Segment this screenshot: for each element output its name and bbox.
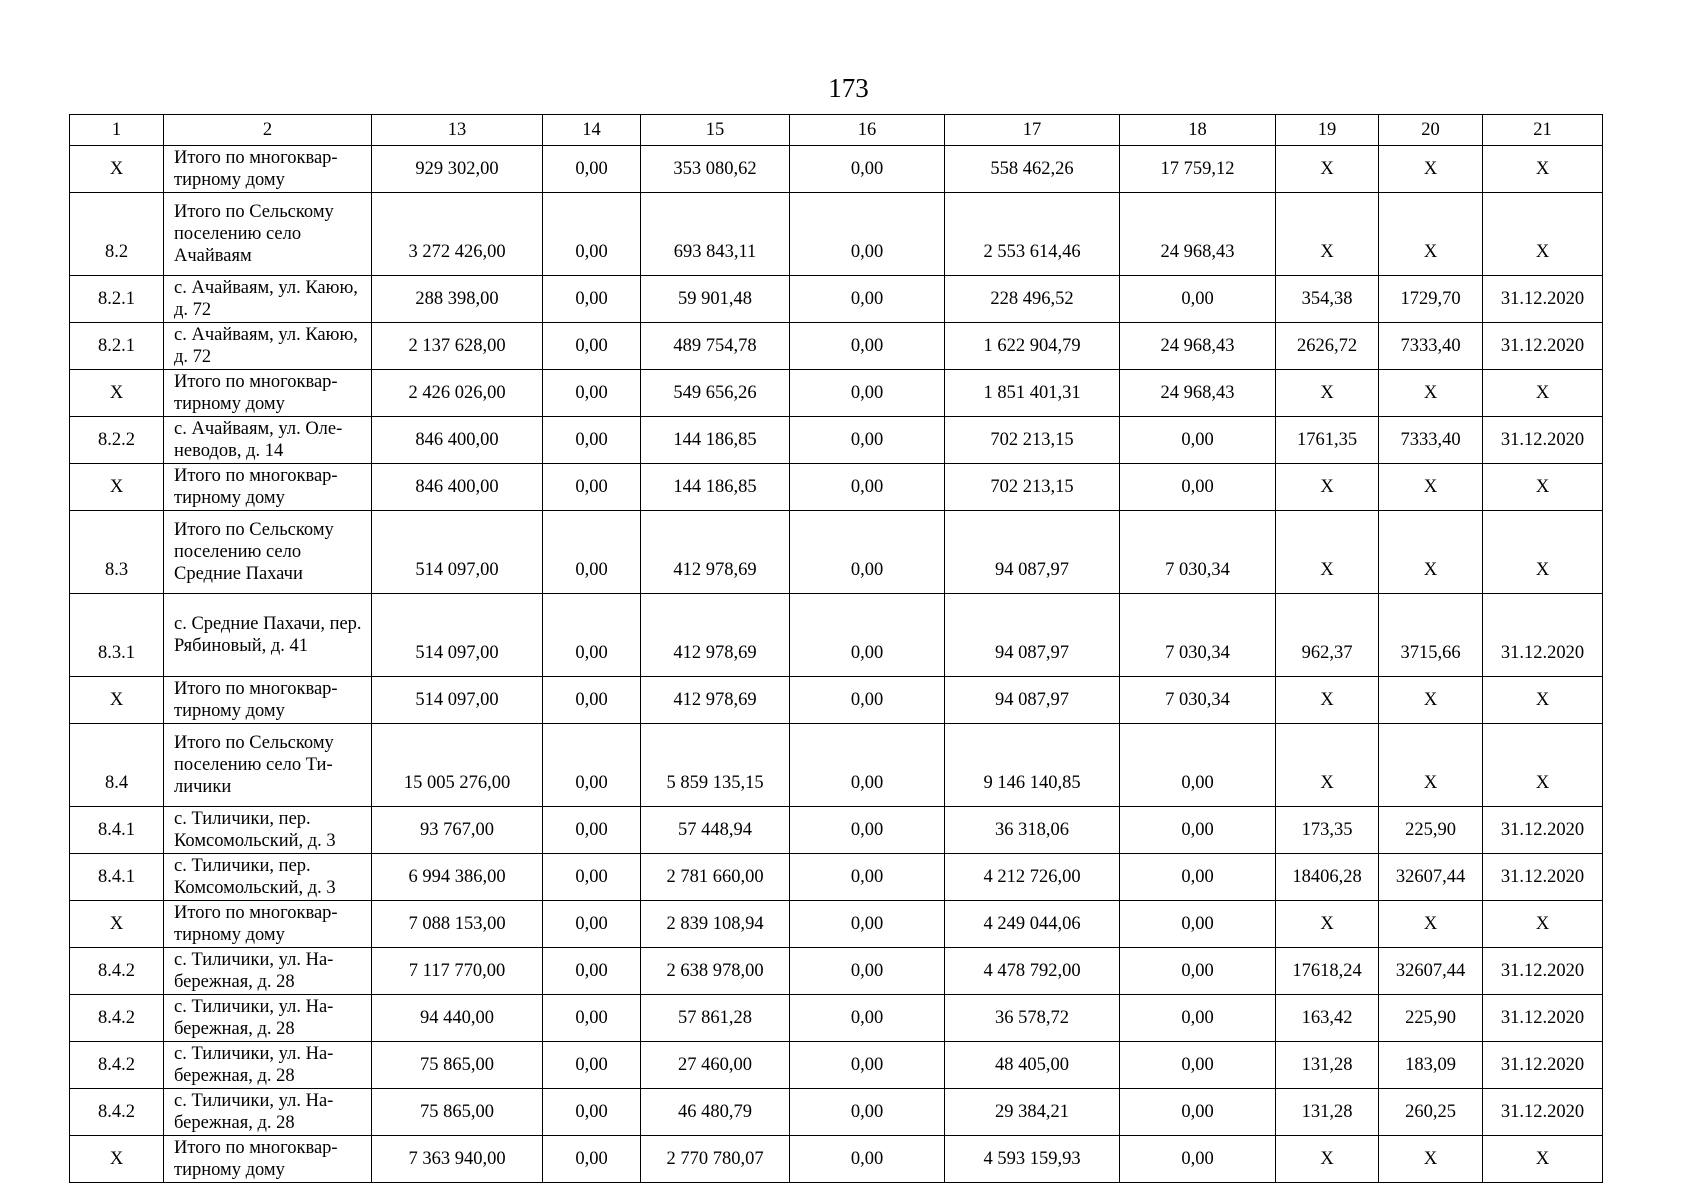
cell-c16: 0,00: [790, 724, 945, 807]
cell-c16: 0,00: [790, 1136, 945, 1183]
header-cell: 15: [641, 115, 790, 146]
table-row: [70, 417, 1603, 464]
cell-c15: 144 186,85: [641, 464, 790, 511]
cell-c1: 8.2.1: [70, 323, 164, 370]
cell-c1: Х: [70, 146, 164, 193]
cell-c2: с. Ачайваям, ул. Оле-неводов, д. 14: [164, 417, 372, 464]
cell-c18: 0,00: [1120, 1136, 1276, 1183]
cell-c1: 8.2.1: [70, 276, 164, 323]
cell-c14: 0,00: [543, 146, 641, 193]
cell-c18: 0,00: [1120, 901, 1276, 948]
header-cell: 13: [372, 115, 543, 146]
cell-c17: 228 496,52: [945, 276, 1120, 323]
cell-c15: 57 861,28: [641, 995, 790, 1042]
cell-c17: 29 384,21: [945, 1089, 1120, 1136]
cell-c18: 24 968,43: [1120, 193, 1276, 276]
cell-c14: 0,00: [543, 417, 641, 464]
cell-c17: 558 462,26: [945, 146, 1120, 193]
cell-c16: 0,00: [790, 511, 945, 594]
cell-c15: 412 978,69: [641, 511, 790, 594]
cell-c15: 489 754,78: [641, 323, 790, 370]
table-row: [70, 1089, 1603, 1136]
cell-c16: 0,00: [790, 807, 945, 854]
cell-c19: Х: [1276, 193, 1379, 276]
cell-c13: 93 767,00: [372, 807, 543, 854]
cell-c21: Х: [1483, 464, 1603, 511]
cell-c18: 0,00: [1120, 464, 1276, 511]
header-cell: 1: [70, 115, 164, 146]
header-cell: 21: [1483, 115, 1603, 146]
cell-c14: 0,00: [543, 464, 641, 511]
cell-c19: Х: [1276, 511, 1379, 594]
header-cell: 17: [945, 115, 1120, 146]
cell-c20: 3715,66: [1379, 594, 1483, 677]
cell-c18: 0,00: [1120, 724, 1276, 807]
cell-c13: 75 865,00: [372, 1042, 543, 1089]
header-row: [70, 115, 1603, 146]
cell-c1: 8.4.2: [70, 948, 164, 995]
cell-c17: 1 851 401,31: [945, 370, 1120, 417]
table-row: [70, 193, 1603, 276]
cell-c20: 32607,44: [1379, 854, 1483, 901]
cell-c16: 0,00: [790, 1042, 945, 1089]
cell-c16: 0,00: [790, 995, 945, 1042]
cell-c1: Х: [70, 464, 164, 511]
cell-c21: 31.12.2020: [1483, 323, 1603, 370]
cell-c19: Х: [1276, 464, 1379, 511]
cell-c20: 225,90: [1379, 807, 1483, 854]
cell-c19: Х: [1276, 724, 1379, 807]
cell-c1: 8.4.2: [70, 1089, 164, 1136]
cell-c14: 0,00: [543, 677, 641, 724]
cell-c2: с. Ачайваям, ул. Каюю, д. 72: [164, 276, 372, 323]
table-row: [70, 146, 1603, 193]
cell-c13: 75 865,00: [372, 1089, 543, 1136]
table-row: [70, 677, 1603, 724]
cell-c15: 549 656,26: [641, 370, 790, 417]
cell-c2: Итого по Сельскому поселению село Ти-личики: [164, 724, 372, 807]
cell-c19: 1761,35: [1276, 417, 1379, 464]
cell-c2: Итого по многоквар-тирному дому: [164, 1136, 372, 1183]
cell-c1: 8.4.2: [70, 1042, 164, 1089]
table-row: [70, 854, 1603, 901]
cell-c13: 7 117 770,00: [372, 948, 543, 995]
cell-c16: 0,00: [790, 146, 945, 193]
data-table: [69, 114, 1603, 1183]
cell-c21: 31.12.2020: [1483, 1089, 1603, 1136]
cell-c21: 31.12.2020: [1483, 417, 1603, 464]
cell-c16: 0,00: [790, 193, 945, 276]
cell-c15: 57 448,94: [641, 807, 790, 854]
table-row: [70, 807, 1603, 854]
cell-c16: 0,00: [790, 370, 945, 417]
cell-c13: 514 097,00: [372, 677, 543, 724]
cell-c14: 0,00: [543, 724, 641, 807]
cell-c19: 17618,24: [1276, 948, 1379, 995]
cell-c2: с. Средние Пахачи, пер. Рябиновый, д. 41: [164, 594, 372, 677]
cell-c21: Х: [1483, 511, 1603, 594]
cell-c19: 163,42: [1276, 995, 1379, 1042]
cell-c17: 94 087,97: [945, 511, 1120, 594]
cell-c13: 846 400,00: [372, 417, 543, 464]
cell-c14: 0,00: [543, 901, 641, 948]
table-body: [70, 115, 1603, 1183]
cell-c16: 0,00: [790, 901, 945, 948]
cell-c20: Х: [1379, 146, 1483, 193]
table-row: [70, 1042, 1603, 1089]
cell-c1: Х: [70, 370, 164, 417]
cell-c2: Итого по многоквар-тирному дому: [164, 901, 372, 948]
cell-c16: 0,00: [790, 417, 945, 464]
cell-c18: 24 968,43: [1120, 323, 1276, 370]
cell-c14: 0,00: [543, 1136, 641, 1183]
cell-c2: с. Тиличики, ул. На-бережная, д. 28: [164, 948, 372, 995]
cell-c13: 2 137 628,00: [372, 323, 543, 370]
cell-c16: 0,00: [790, 677, 945, 724]
cell-c2: Итого по многоквар-тирному дому: [164, 677, 372, 724]
table-row: [70, 724, 1603, 807]
cell-c16: 0,00: [790, 594, 945, 677]
cell-c13: 846 400,00: [372, 464, 543, 511]
cell-c19: 962,37: [1276, 594, 1379, 677]
cell-c14: 0,00: [543, 854, 641, 901]
table-row: [70, 276, 1603, 323]
cell-c14: 0,00: [543, 1089, 641, 1136]
header-cell: 19: [1276, 115, 1379, 146]
cell-c14: 0,00: [543, 370, 641, 417]
cell-c2: с. Тиличики, ул. На-бережная, д. 28: [164, 1089, 372, 1136]
cell-c19: 18406,28: [1276, 854, 1379, 901]
cell-c19: 354,38: [1276, 276, 1379, 323]
cell-c20: Х: [1379, 1136, 1483, 1183]
cell-c16: 0,00: [790, 854, 945, 901]
cell-c18: 0,00: [1120, 1089, 1276, 1136]
cell-c20: 260,25: [1379, 1089, 1483, 1136]
cell-c19: 131,28: [1276, 1042, 1379, 1089]
table-row: [70, 948, 1603, 995]
cell-c18: 0,00: [1120, 995, 1276, 1042]
cell-c20: Х: [1379, 901, 1483, 948]
cell-c1: 8.2.2: [70, 417, 164, 464]
cell-c13: 2 426 026,00: [372, 370, 543, 417]
cell-c14: 0,00: [543, 193, 641, 276]
cell-c16: 0,00: [790, 323, 945, 370]
cell-c13: 929 302,00: [372, 146, 543, 193]
cell-c1: 8.4.1: [70, 807, 164, 854]
cell-c20: 32607,44: [1379, 948, 1483, 995]
cell-c16: 0,00: [790, 464, 945, 511]
cell-c20: Х: [1379, 193, 1483, 276]
cell-c14: 0,00: [543, 323, 641, 370]
cell-c17: 36 578,72: [945, 995, 1120, 1042]
cell-c20: Х: [1379, 464, 1483, 511]
cell-c1: 8.4.1: [70, 854, 164, 901]
cell-c21: Х: [1483, 193, 1603, 276]
cell-c20: 225,90: [1379, 995, 1483, 1042]
cell-c15: 353 080,62: [641, 146, 790, 193]
cell-c18: 0,00: [1120, 1042, 1276, 1089]
cell-c2: Итого по Сельскому поселению село Средние Пахачи: [164, 511, 372, 594]
cell-c15: 2 638 978,00: [641, 948, 790, 995]
cell-c2: с. Ачайваям, ул. Каюю, д. 72: [164, 323, 372, 370]
cell-c2: с. Тиличики, ул. На-бережная, д. 28: [164, 1042, 372, 1089]
cell-c15: 2 781 660,00: [641, 854, 790, 901]
cell-c18: 0,00: [1120, 948, 1276, 995]
cell-c2: Итого по многоквар-тирному дому: [164, 370, 372, 417]
cell-c21: 31.12.2020: [1483, 854, 1603, 901]
cell-c17: 702 213,15: [945, 464, 1120, 511]
cell-c15: 46 480,79: [641, 1089, 790, 1136]
cell-c17: 702 213,15: [945, 417, 1120, 464]
header-cell: 16: [790, 115, 945, 146]
cell-c15: 693 843,11: [641, 193, 790, 276]
cell-c2: Итого по многоквар-тирному дому: [164, 146, 372, 193]
cell-c13: 6 994 386,00: [372, 854, 543, 901]
cell-c19: 131,28: [1276, 1089, 1379, 1136]
cell-c21: Х: [1483, 677, 1603, 724]
cell-c21: 31.12.2020: [1483, 948, 1603, 995]
cell-c15: 59 901,48: [641, 276, 790, 323]
cell-c13: 94 440,00: [372, 995, 543, 1042]
cell-c21: Х: [1483, 901, 1603, 948]
cell-c1: 8.3: [70, 511, 164, 594]
cell-c13: 514 097,00: [372, 594, 543, 677]
cell-c2: с. Тиличики, пер. Комсомольский, д. 3: [164, 807, 372, 854]
cell-c16: 0,00: [790, 1089, 945, 1136]
cell-c14: 0,00: [543, 594, 641, 677]
cell-c21: Х: [1483, 370, 1603, 417]
cell-c15: 2 839 108,94: [641, 901, 790, 948]
cell-c20: 1729,70: [1379, 276, 1483, 323]
cell-c18: 24 968,43: [1120, 370, 1276, 417]
cell-c2: Итого по многоквар-тирному дому: [164, 464, 372, 511]
cell-c20: Х: [1379, 370, 1483, 417]
cell-c13: 7 363 940,00: [372, 1136, 543, 1183]
cell-c15: 5 859 135,15: [641, 724, 790, 807]
cell-c14: 0,00: [543, 807, 641, 854]
cell-c1: 8.3.1: [70, 594, 164, 677]
table-row: [70, 901, 1603, 948]
table-row: [70, 511, 1603, 594]
cell-c18: 7 030,34: [1120, 511, 1276, 594]
cell-c1: 8.4: [70, 724, 164, 807]
table-row: [70, 323, 1603, 370]
cell-c19: Х: [1276, 370, 1379, 417]
page-number: 173: [828, 73, 869, 103]
cell-c14: 0,00: [543, 1042, 641, 1089]
cell-c17: 4 593 159,93: [945, 1136, 1120, 1183]
cell-c2: с. Тиличики, ул. На-бережная, д. 28: [164, 995, 372, 1042]
cell-c20: Х: [1379, 511, 1483, 594]
cell-c18: 0,00: [1120, 417, 1276, 464]
cell-c17: 4 478 792,00: [945, 948, 1120, 995]
cell-c17: 4 212 726,00: [945, 854, 1120, 901]
cell-c21: Х: [1483, 724, 1603, 807]
cell-c14: 0,00: [543, 276, 641, 323]
cell-c14: 0,00: [543, 995, 641, 1042]
cell-c1: 8.4.2: [70, 995, 164, 1042]
cell-c2: с. Тиличики, пер. Комсомольский, д. 3: [164, 854, 372, 901]
table-row: [70, 1136, 1603, 1183]
header-cell: 2: [164, 115, 372, 146]
cell-c19: Х: [1276, 146, 1379, 193]
cell-c13: 7 088 153,00: [372, 901, 543, 948]
cell-c20: 7333,40: [1379, 323, 1483, 370]
cell-c18: 0,00: [1120, 276, 1276, 323]
cell-c14: 0,00: [543, 948, 641, 995]
cell-c13: 3 272 426,00: [372, 193, 543, 276]
cell-c15: 412 978,69: [641, 594, 790, 677]
cell-c20: Х: [1379, 724, 1483, 807]
cell-c17: 4 249 044,06: [945, 901, 1120, 948]
cell-c20: Х: [1379, 677, 1483, 724]
header-cell: 14: [543, 115, 641, 146]
cell-c13: 288 398,00: [372, 276, 543, 323]
cell-c21: 31.12.2020: [1483, 807, 1603, 854]
cell-c17: 1 622 904,79: [945, 323, 1120, 370]
cell-c17: 36 318,06: [945, 807, 1120, 854]
cell-c21: 31.12.2020: [1483, 995, 1603, 1042]
cell-c19: Х: [1276, 677, 1379, 724]
cell-c18: 0,00: [1120, 854, 1276, 901]
cell-c15: 27 460,00: [641, 1042, 790, 1089]
cell-c1: Х: [70, 901, 164, 948]
cell-c19: Х: [1276, 901, 1379, 948]
cell-c15: 412 978,69: [641, 677, 790, 724]
cell-c20: 183,09: [1379, 1042, 1483, 1089]
cell-c13: 514 097,00: [372, 511, 543, 594]
cell-c19: 173,35: [1276, 807, 1379, 854]
cell-c18: 0,00: [1120, 807, 1276, 854]
cell-c21: Х: [1483, 1136, 1603, 1183]
cell-c21: 31.12.2020: [1483, 594, 1603, 677]
cell-c19: 2626,72: [1276, 323, 1379, 370]
header-cell: 18: [1120, 115, 1276, 146]
cell-c1: Х: [70, 1136, 164, 1183]
cell-c17: 48 405,00: [945, 1042, 1120, 1089]
cell-c20: 7333,40: [1379, 417, 1483, 464]
cell-c14: 0,00: [543, 511, 641, 594]
cell-c16: 0,00: [790, 276, 945, 323]
cell-c21: Х: [1483, 146, 1603, 193]
cell-c1: 8.2: [70, 193, 164, 276]
cell-c21: 31.12.2020: [1483, 276, 1603, 323]
cell-c15: 144 186,85: [641, 417, 790, 464]
cell-c18: 7 030,34: [1120, 677, 1276, 724]
cell-c15: 2 770 780,07: [641, 1136, 790, 1183]
cell-c2: Итого по Сельскому поселению село Ачайваям: [164, 193, 372, 276]
cell-c13: 15 005 276,00: [372, 724, 543, 807]
cell-c21: 31.12.2020: [1483, 1042, 1603, 1089]
table-row: [70, 594, 1603, 677]
header-cell: 20: [1379, 115, 1483, 146]
cell-c18: 7 030,34: [1120, 594, 1276, 677]
cell-c17: 9 146 140,85: [945, 724, 1120, 807]
cell-c17: 94 087,97: [945, 594, 1120, 677]
cell-c17: 94 087,97: [945, 677, 1120, 724]
cell-c17: 2 553 614,46: [945, 193, 1120, 276]
cell-c19: Х: [1276, 1136, 1379, 1183]
table-row: [70, 370, 1603, 417]
table-row: [70, 995, 1603, 1042]
table-row: [70, 464, 1603, 511]
cell-c16: 0,00: [790, 948, 945, 995]
cell-c18: 17 759,12: [1120, 146, 1276, 193]
cell-c1: Х: [70, 677, 164, 724]
